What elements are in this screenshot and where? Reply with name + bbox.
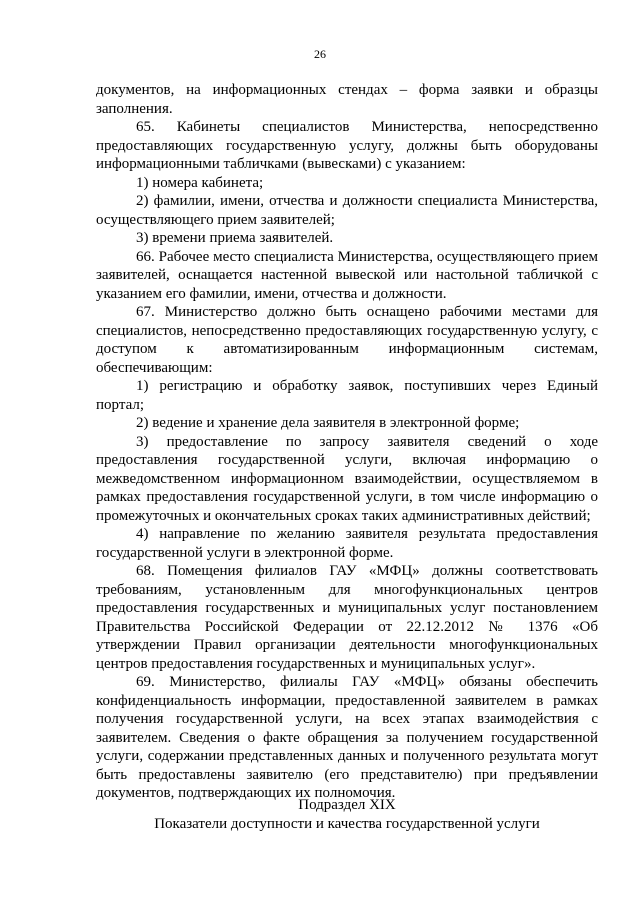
list-item: 3) времени приема заявителей. (136, 230, 334, 246)
paragraph: 67. Министерство должно быть оснащено рабочими местами для специалистов, непосредственно предоставляющих государственную услугу, с доступом к автоматизированным информационным системам, обеспечивающим: (96, 304, 598, 376)
list-item: 2) фамилии, имени, отчества и должности специалиста Министерства, осуществляющего прием заявителей; (96, 193, 598, 228)
paragraph: 65. Кабинеты специалистов Министерства, непосредственно предоставляющих государственную услугу, должны быть оборудованы информационными табличками (вывесками) с указанием: (96, 119, 598, 172)
paragraph: 66. Рабочее место специалиста Министерства, осуществляющего прием заявителей, оснащается настенной вывеской или настольной табличкой с указанием его фамилии, имени, отчества и должности. (96, 248, 598, 302)
section-title: Показатели доступности и качества государственной услуги (154, 816, 540, 832)
list-item: 1) номера кабинета; (136, 174, 264, 191)
paragraph: 68. Помещения филиалов ГАУ «МФЦ» должны соответствовать требованиям, установленным для многофункциональных центров предоставления государственных и муниципальных услуг постановлением Правительства Российской Федерации от 22.12.2012 № 1376 «Об утверждении Правил организации деятельности многофункциональных центров предоставления государственных и муниципальных услуг». (96, 563, 598, 672)
page-number: 26 (314, 47, 326, 61)
section-label: Подраздел XIX (298, 797, 396, 813)
paragraph: 69. Министерство, филиалы ГАУ «МФЦ» обязаны обеспечить конфиденциальность информации, предоставленной заявителем в рамках получения государственной услуги, на всех этапах взаимодействия с заявителем. Сведения о факте обращения за получением государственной услуги, содержании представленных данных и полученного результата могут быть предоставлены заявителю (его представителю) при предъявлении документов, подтверждающих их полномочия. (96, 674, 598, 801)
list-item: 4) направление по желанию заявителя результата предоставления государственной услуги в электронной форме. (96, 526, 598, 561)
paragraph: документов, на информационных стендах – форма заявки и образцы заполнения. (96, 82, 598, 117)
list-item: 1) регистрацию и обработку заявок, поступивших через Единый портал; (96, 378, 598, 413)
body-text (96, 81, 598, 803)
list-item: 2) ведение и хранение дела заявителя в электронной форме; (136, 415, 520, 431)
list-item: 3) предоставление по запросу заявителя сведений о ходе предоставления государственной услуги, включая информацию о межведомственном информационном взаимодействии, осуществляемом в рамках предоставления государственной услуги, в том числе информацию о промежуточных и окончательных сроках таких административных действий; (96, 433, 598, 524)
